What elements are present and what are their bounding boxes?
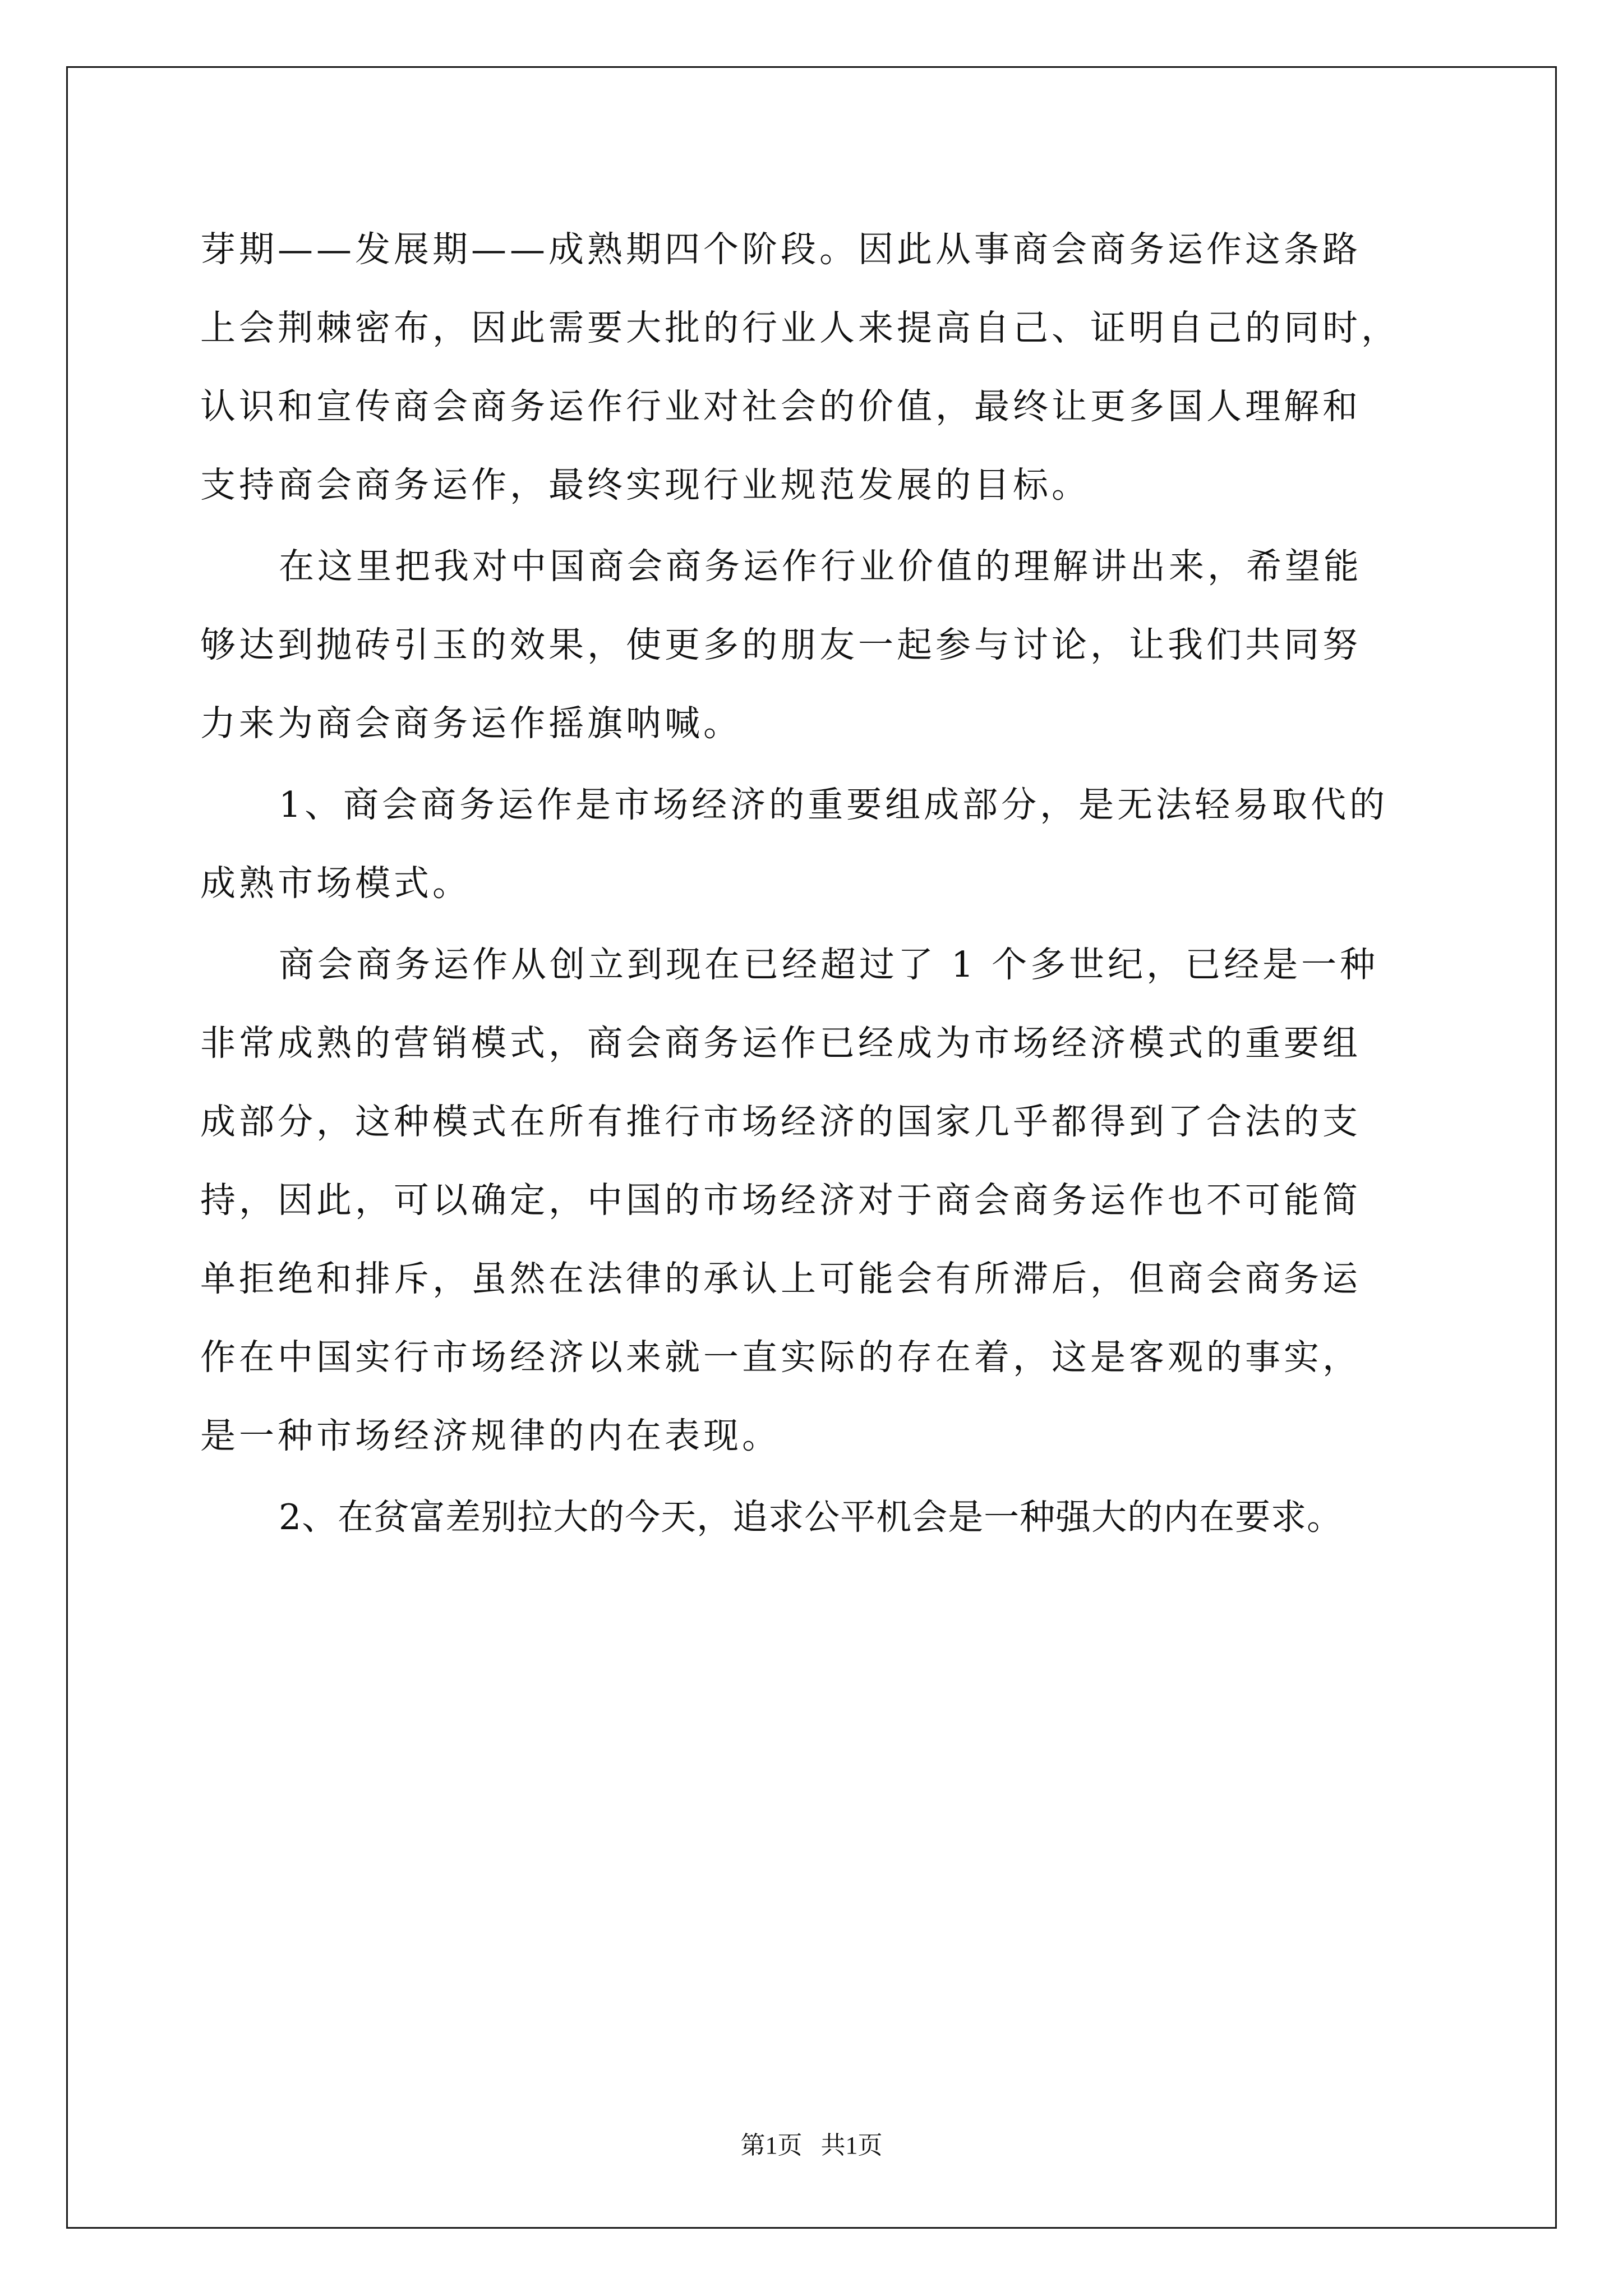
text-line: 2、在贫富差别拉大的今天，追求公平机会是一种强大的内在要求。	[279, 1497, 1343, 1538]
text-line: 够达到抛砖引玉的效果，使更多的朋友一起参与讨论，让我们共同努	[200, 624, 1361, 665]
text-line: 商会商务运作从创立到现在已经超过了 1 个多世纪，已经是一种	[279, 944, 1379, 985]
text-line: 在这里把我对中国商会商务运作行业价值的理解讲出来，希望能	[279, 546, 1362, 587]
text-line: 成部分，这种模式在所有推行市场经济的国家几乎都得到了合法的支	[200, 1101, 1361, 1142]
text-line: 单拒绝和排斥，虽然在法律的承认上可能会有所滞后，但商会商务运	[200, 1258, 1361, 1299]
text-line: 芽期——发展期——成熟期四个阶段。因此从事商会商务运作这条路	[200, 229, 1361, 270]
text-line: 认识和宣传商会商务运作行业对社会的价值，最终让更多国人理解和	[200, 386, 1361, 427]
text-line: 非常成熟的营销模式，商会商务运作已经成为市场经济模式的重要组	[200, 1023, 1361, 1064]
text-line: 力来为商会商务运作摇旗呐喊。	[200, 703, 742, 744]
page-number-footer: 第1页 共1页	[740, 2132, 883, 2159]
text-line: 上会荆棘密布，因此需要大批的行业人来提高自己、证明自己的同时，	[200, 307, 1400, 348]
text-line: 持，因此，可以确定，中国的市场经济对于商会商务运作也不可能简	[200, 1180, 1361, 1221]
text-line: 作在中国实行市场经济以来就一直实际的存在着，这是客观的事实，	[200, 1337, 1361, 1378]
text-line: 是一种市场经济规律的内在表现。	[200, 1415, 781, 1456]
text-line: 支持商会商务运作，最终实现行业规范发展的目标。	[200, 464, 1090, 505]
text-line: 1、商会商务运作是市场经济的重要组成部分，是无法轻易取代的	[279, 784, 1389, 825]
text-line: 成熟市场模式。	[200, 863, 471, 904]
